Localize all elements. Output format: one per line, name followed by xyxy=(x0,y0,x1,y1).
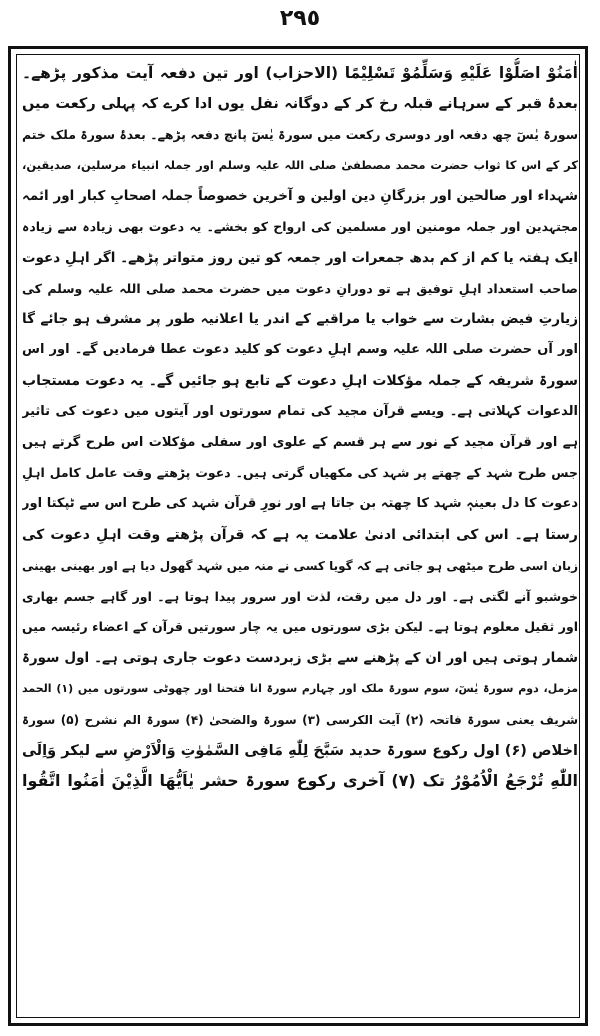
text-line: زبان اسی طرح میٹھی ہو جاتی ہے کہ گویا کسی نے منہ میں شہد گھول دیا ہے اور بھینی بھینی xyxy=(22,558,578,573)
text-line: شمار ہوتی ہیں اور ان کے پڑھنے سے بڑی زبردست دعوت جاری ہوتی ہے۔ اول سورۃ xyxy=(22,650,578,667)
text-line: اٰمَنُوْ اصَلُّوْا عَلَیْهِ وَسَلِّمُوْ تَسْلِیْمًا (الاحزاب) اور تین دفعہ آیت مذکور پڑھے۔ xyxy=(22,64,578,82)
text-line: مجتہدین اور جملہ مومنین اور مسلمین کی ارواح کو بخشے۔ یہ دعوت بھی زیادہ سے زیادہ xyxy=(22,218,578,234)
text-line: سورۃ شریفہ کے جملہ مؤکلات اہلِ دعوت کے تابع ہو جائیں گے۔ یہ دعوت مستجاب xyxy=(22,372,578,389)
text-line: رستا ہے۔ اس کی ابتدائی ادنیٰ علامت یہ ہے کہ قرآن پڑھتے وقت اہلِ دعوت کی xyxy=(22,526,578,543)
text-line: صاحب استعداد اہلِ توفیق ہے تو دورانِ دعوت میں حضرت محمد صلی اللہ علیہ وسلم کی xyxy=(22,280,578,296)
text-line: مزمل، دوم سورۃ یٰسٓ، سوم سورۃ ملک اور چہارم سورۃ انا فتحنا اور چھوٹی سورتوں میں (۱) الحمد xyxy=(22,681,578,695)
text-line: اور آں حضرت صلی اللہ علیہ وسم اہلِ دعوت کو کلید دعوت عطا فرمادیں گے۔ اور اس xyxy=(22,342,578,358)
text-line: دعوت کا دل بعینہٖ شہد کا چھتہ بن جاتا ہے اور نورِ قرآن شہد کی طرح اس سے ٹپکتا اور xyxy=(22,496,578,512)
text-line: ایک ہفتہ یا کم از کم بدھ جمعرات اور جمعہ کو تین روز متواتر پڑھے۔ اگر اہلِ دعوت xyxy=(22,249,578,266)
text-line: بعدۂ قبر کے سرہانے قبلہ رخ کر کے دوگانہ نفل یوں ادا کرے کہ پہلی رکعت میں xyxy=(22,95,578,112)
text-line: جس طرح شہد کے چھتے پر شہد کی مکھیاں گرتی ہیں۔ دعوت پڑھتے وقت عامل کامل اہلِ xyxy=(22,465,578,481)
text-line: الدعوات کہلاتی ہے۔ ویسے قرآن مجید کی تمام سورتوں اور آیتوں میں دعوت کی تاثیر xyxy=(22,403,578,419)
body-text xyxy=(22,58,578,1018)
text-line: شہداء اور صالحین اور بزرگانِ دین اولین و آخرین خصوصاً جملہ اصحابِ کبار اور ائمہ xyxy=(22,188,578,205)
text-line: اور ثقیل معلوم ہوتا ہے۔ لیکن بڑی سورتوں میں یہ چار سورتیں قرآن کے اعضاء رئیسہ میں xyxy=(22,619,578,635)
text-line: اخلاص (۶) اول رکوع سورۃ حدید سَبَّحَ لِلّٰهِ مَافِی السَّمٰوٰتِ وَالْاَرْضِ سے لیکر وَاِلَی xyxy=(22,742,578,759)
text-line: کر کے اس کا ثواب حضرت محمد مصطفیٰ صلی اللہ علیہ وسلم اور جملہ انبیاء مرسلین، صدیقین، xyxy=(22,158,578,173)
text-line: شریف یعنی سورۃ فاتحہ (۲) آیت الکرسی (۳) سورۃ والضحیٰ (۴) سورۃ الم نشرح (۵) سورۃ xyxy=(22,712,578,727)
text-line: ہے اور قرآن مجید کے نور سے ہر قسم کے علوی اور سفلی مؤکلات اس طرح گرتے ہیں xyxy=(22,434,578,450)
text-line: زیارتِ فیض بشارت سے خواب یا مراقبے کے اندر یا اعلانیہ طور پر مشرف ہو جائے گا xyxy=(22,311,578,328)
page-number: ٢٩٥ xyxy=(279,6,321,31)
text-line: سورۃ یٰسٓ چھ دفعہ اور دوسری رکعت میں سورۃ یٰسٓ پانچ دفعہ پڑھے۔ بعدۂ سورۃ ملک ختم xyxy=(22,126,578,142)
text-line: اللّٰهِ تُرْجَعُ الْاُمُوْرُ تک (۷) آخری رکوع سورۃ حشر یٰاَیُّهَا الَّذِیْنَ اٰمَنُوا اتَّقُوا xyxy=(22,771,578,791)
text-line: خوشبو آنے لگتی ہے۔ اور دل میں رقت، لذت اور سرور پیدا ہوتا ہے۔ اور گاہے جسم بھاری xyxy=(22,588,578,604)
